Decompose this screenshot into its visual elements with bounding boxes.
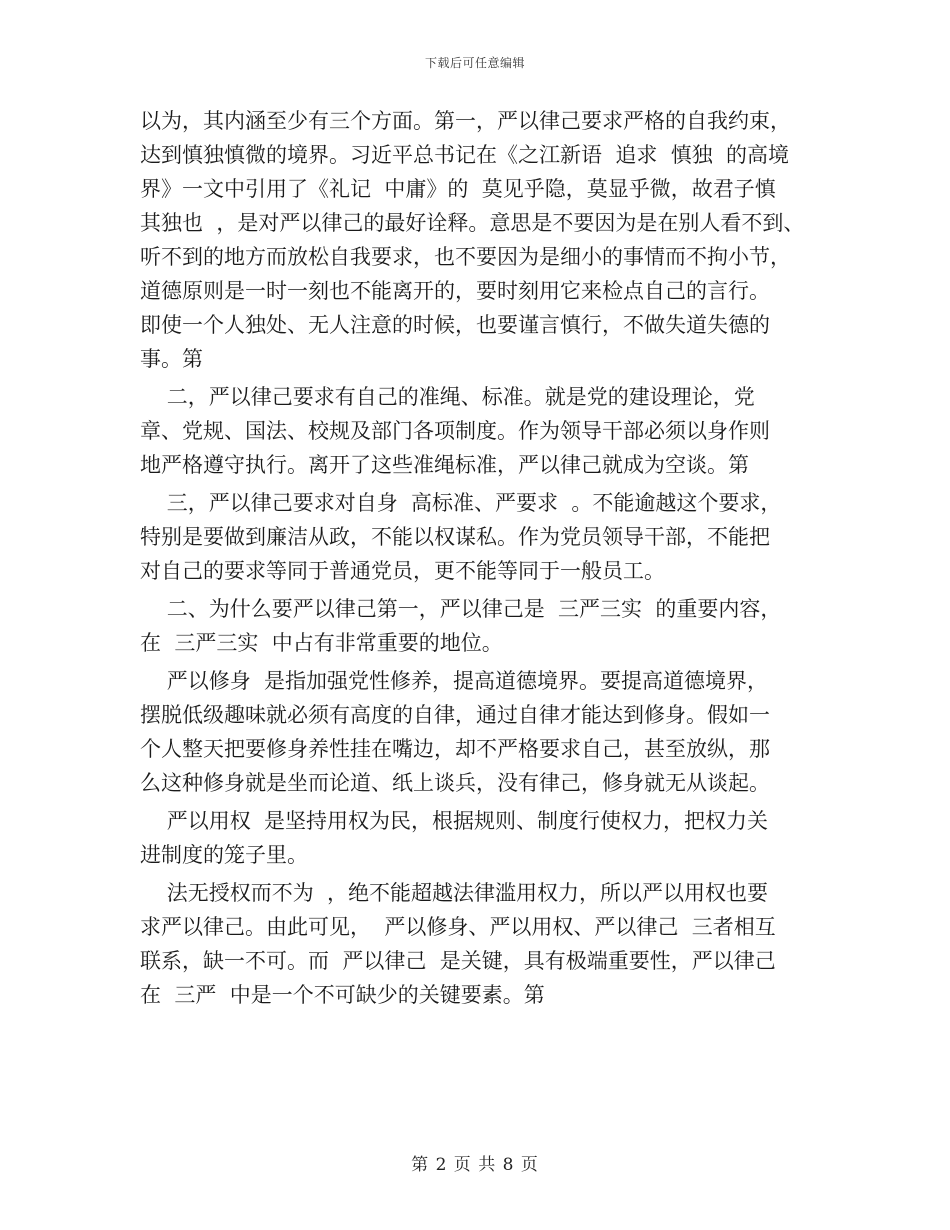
- document-body: [140, 104, 815, 1012]
- text-line: 求严以律己。由此可见， 严以修身、严以用权、严以律己 三者相互: [140, 915, 776, 939]
- text-line: 进制度的笼子里。: [140, 843, 308, 867]
- text-line: 其独也 ，是对严以律己的最好诠释。意思是不要因为是在别人看不到、: [140, 211, 805, 235]
- text-line: 地严格遵守执行。离开了这些准绳标准，严以律己就成为空谈。第: [140, 453, 749, 477]
- text-line: 在 三严 中是一个不可缺少的关键要素。第: [140, 983, 545, 1007]
- text-line: 二、为什么要严以律己第一，严以律己是 三严三实 的重要内容，: [140, 597, 782, 621]
- text-line: 严以用权 是坚持用权为民，根据规则、制度行使权力，把权力关: [140, 809, 769, 833]
- text-line: 章、党规、国法、校规及部门各项制度。作为领导干部必须以身作则: [140, 419, 770, 443]
- text-line: 个人整天把要修身养性挂在嘴边，却不严格要求自己，甚至放纵，那: [140, 737, 770, 761]
- text-line: 道德原则是一时一刻也不能离开的，要时刻用它来检点自己的言行。: [140, 279, 770, 303]
- text-line: 界》一文中引用了《礼记 中庸》的 莫见乎隐，莫显乎微，故君子慎: [140, 177, 776, 201]
- text-line: 摆脱低级趣味就必须有高度的自律，通过自律才能达到修身。假如一: [140, 703, 770, 727]
- text-line: 事。第: [140, 347, 203, 371]
- text-line: 么这种修身就是坐而论道、纸上谈兵，没有律己，修身就无从谈起。: [140, 771, 770, 795]
- page-number: 第 2 页 共 8 页: [411, 1155, 539, 1175]
- text-line: 以为，其内涵至少有三个方面。第一，严以律己要求严格的自我约束，: [140, 109, 791, 133]
- text-line: 达到慎独慎微的境界。习近平总书记在《之江新语 追求 慎独 的高境: [140, 143, 790, 167]
- text-line: 联系，缺一不可。而 严以律己 是关键，具有极端重要性，严以律己: [140, 949, 776, 973]
- text-line: 特别是要做到廉洁从政，不能以权谋私。作为党员领导干部，不能把: [140, 525, 770, 549]
- text-line: 法无授权而不为 ，绝不能超越法律滥用权力，所以严以用权也要: [140, 881, 769, 905]
- text-line: 即使一个人独处、无人注意的时候，也要谨言慎行，不做失道失德的: [140, 313, 770, 337]
- page-header: 下载后可任意编辑: [424, 56, 525, 70]
- text-line: 严以修身 是指加强党性修养，提高道德境界。要提高道德境界，: [140, 669, 769, 693]
- text-line: 对自己的要求等同于普通党员，更不能等同于一般员工。: [140, 559, 665, 583]
- text-line: 三，严以律己要求对自身 高标准、严要求 。不能逾越这个要求，: [140, 491, 782, 515]
- text-line: 二，严以律己要求有自己的准绳、标准。就是党的建设理论，党: [140, 385, 755, 409]
- text-line: 在 三严三实 中占有非常重要的地位。: [140, 631, 503, 655]
- text-line: 听不到的地方而放松自我要求，也不要因为是细小的事情而不拘小节，: [140, 245, 791, 269]
